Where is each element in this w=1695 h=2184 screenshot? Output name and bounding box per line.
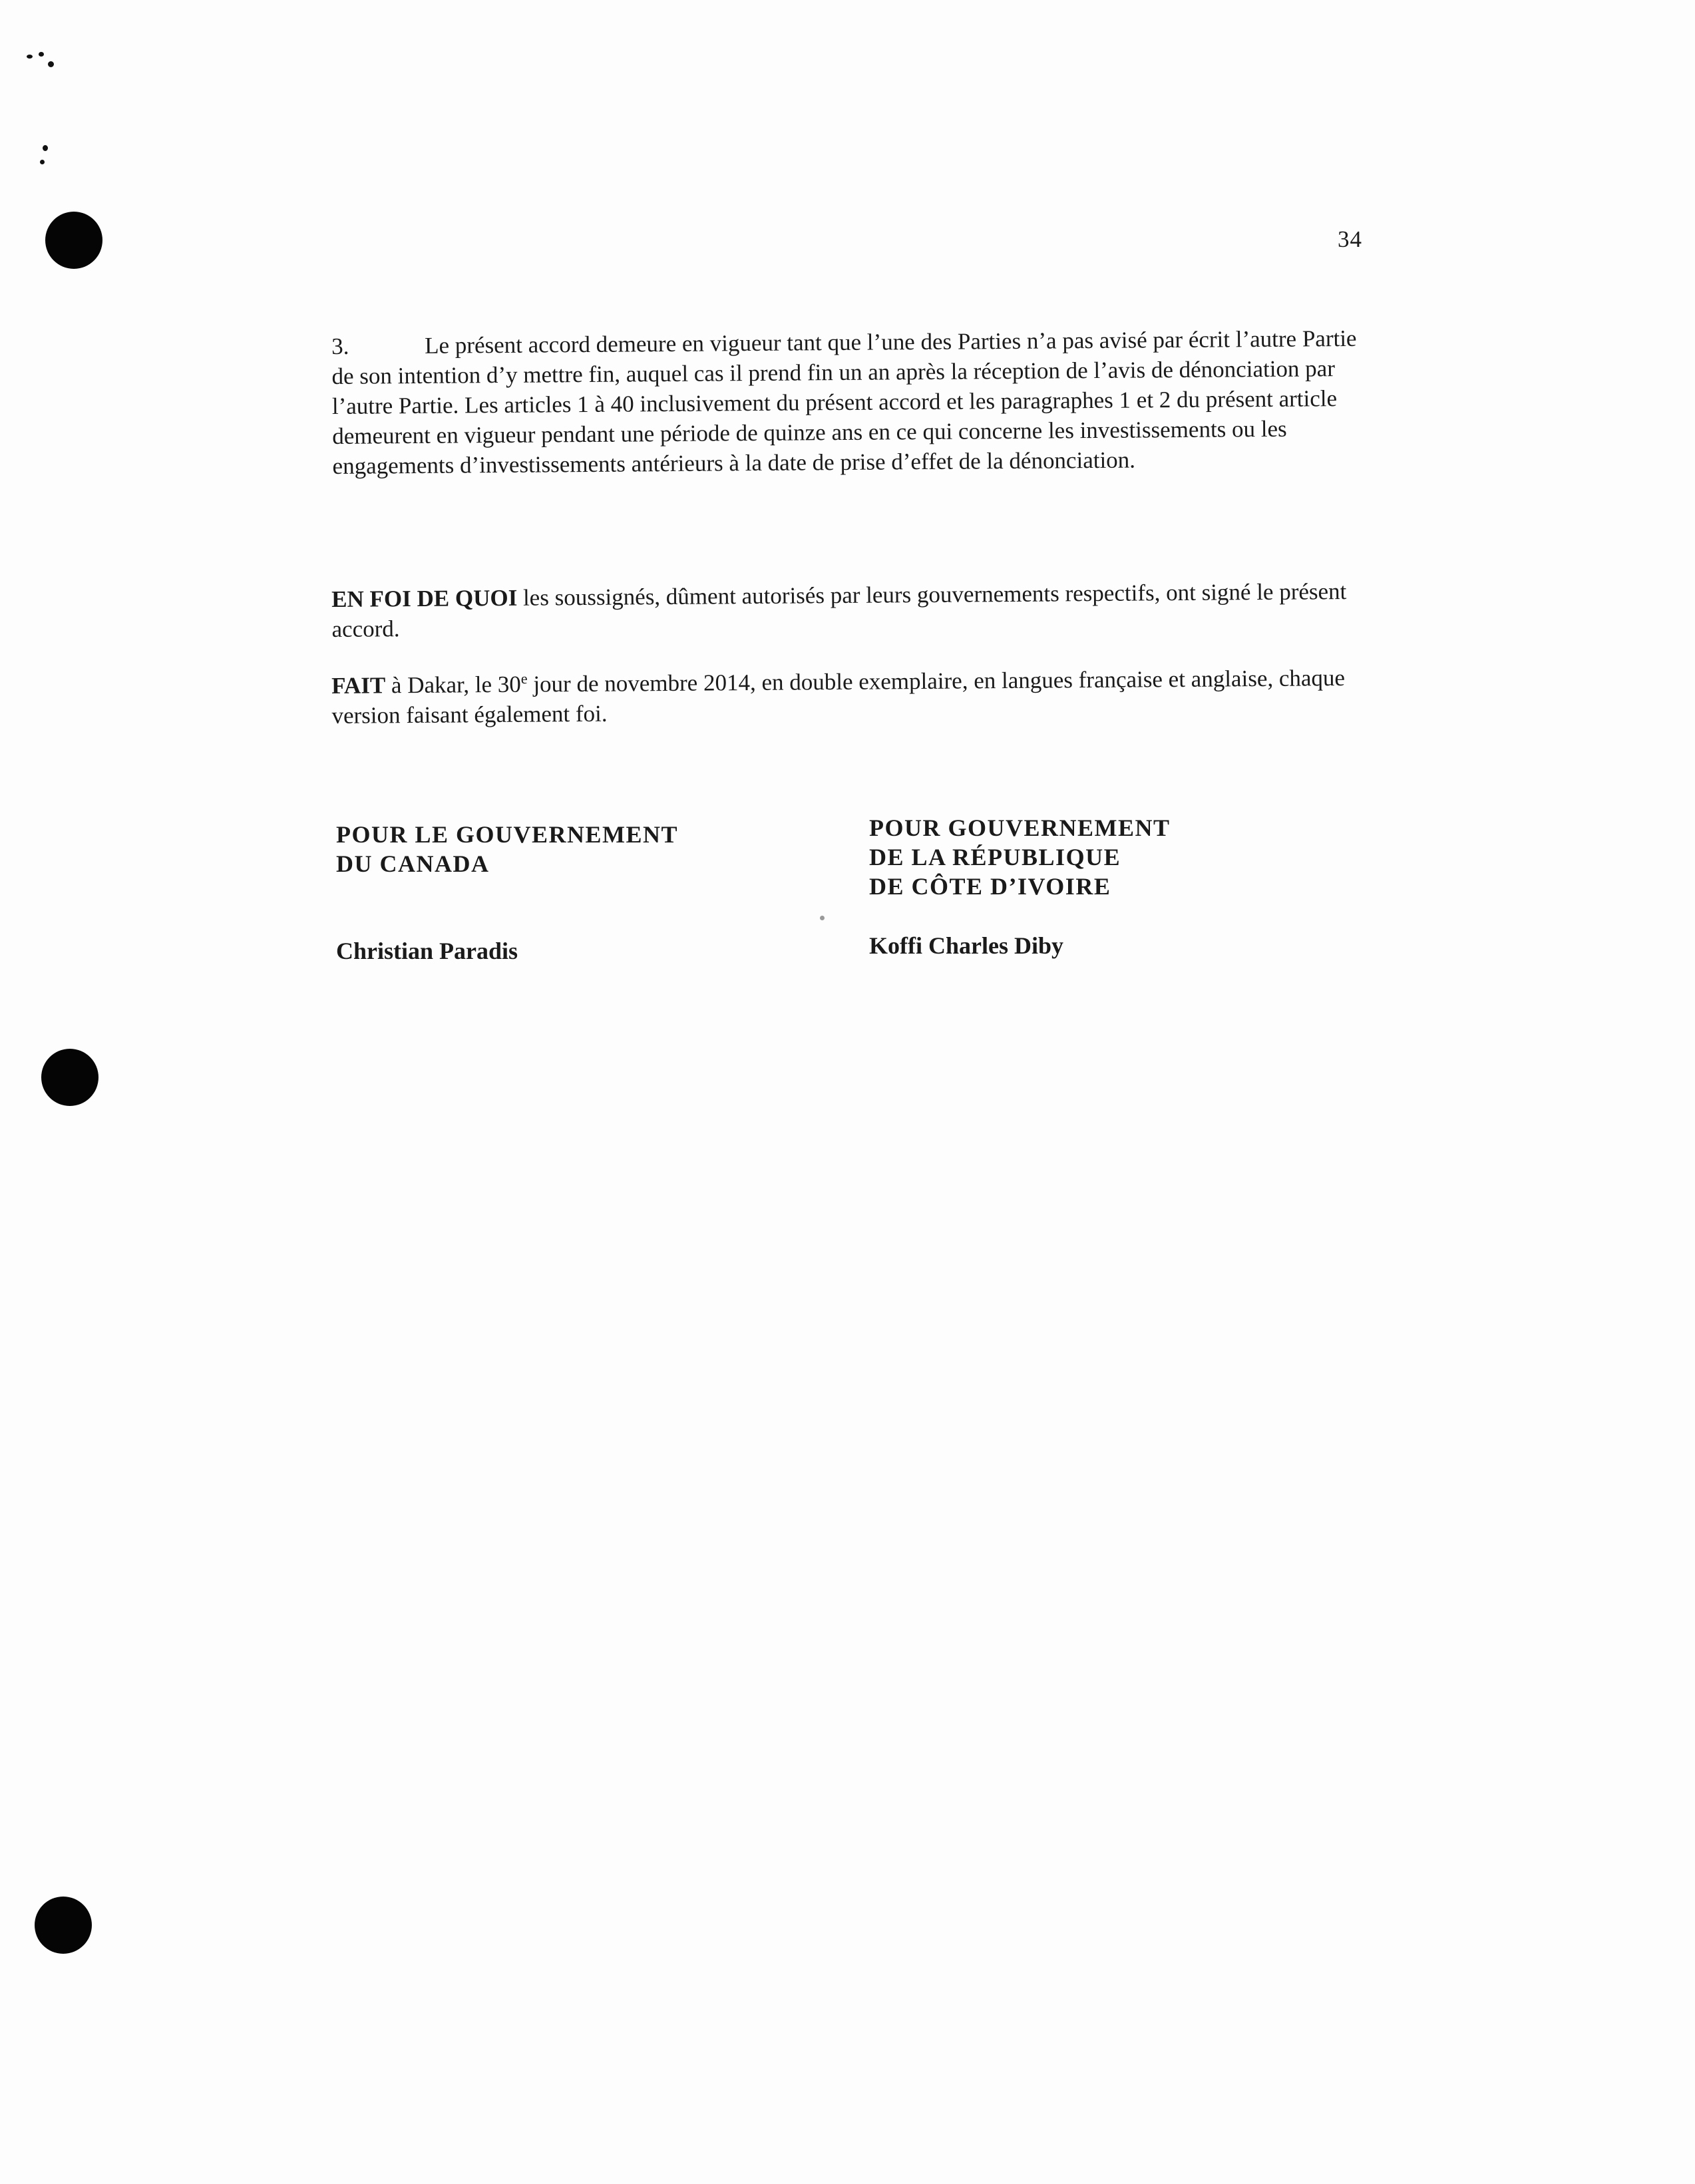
punch-hole-mark <box>35 1897 92 1954</box>
in-witness-lead: EN FOI DE QUOI <box>331 584 518 612</box>
done-at-lead: FAIT <box>331 672 386 699</box>
signature-heading-line: DU CANADA <box>336 850 490 877</box>
punch-hole-mark <box>41 1049 98 1106</box>
scan-speck <box>820 916 825 920</box>
signature-block-canada <box>336 820 678 878</box>
done-at-text-before: à Dakar, le 30 <box>385 671 522 699</box>
signature-heading-line: POUR GOUVERNEMENT <box>869 815 1171 841</box>
in-witness-paragraph <box>331 576 1370 644</box>
done-at-superscript: e <box>520 670 528 687</box>
punch-hole-mark <box>45 212 102 269</box>
scan-speck <box>48 61 54 67</box>
scan-speck <box>43 145 48 151</box>
page-number: 34 <box>1338 226 1362 252</box>
done-at-paragraph <box>331 663 1370 731</box>
signatory-name-canada: Christian Paradis <box>336 938 518 964</box>
signatory-name-cote-divoire: Koffi Charles Diby <box>869 932 1063 959</box>
scan-speck <box>39 52 44 57</box>
scan-speck <box>40 160 45 164</box>
done-at-text-after: jour de novembre 2014, en double exemplaire, en langues française et anglaise, chaque version faisant également foi. <box>331 665 1346 729</box>
paragraph-3-text: Le présent accord demeure en vigueur tant que l’une des Parties n’a pas avisé par écrit l’autre Partie de son intention d’y mettre fin, auquel cas il prend fin un an après la réception de l’avis de dénonciation par l’autre Partie. Les articles 1 à 40 inclusivement du présent accord et les paragraphes 1 et 2 du présent article demeurent en vigueur pendant une période de quinze ans en ce qui concerne les investissements ou les engagements d’investissements antérieurs à la date de prise d’effet de la dénonciation. <box>331 325 1357 479</box>
paragraph-number: 3. <box>331 333 349 359</box>
paragraph-3 <box>331 323 1371 481</box>
scan-speck <box>27 55 33 59</box>
signature-block-cote-divoire <box>869 813 1171 901</box>
signature-heading-line: POUR LE GOUVERNEMENT <box>336 821 679 848</box>
signature-heading-line: DE LA RÉPUBLIQUE <box>869 844 1121 870</box>
signature-heading-line: DE CÔTE D’IVOIRE <box>869 873 1111 900</box>
in-witness-text: les soussignés, dûment autorisés par leurs gouvernements respectifs, ont signé le présent accord. <box>331 578 1347 642</box>
